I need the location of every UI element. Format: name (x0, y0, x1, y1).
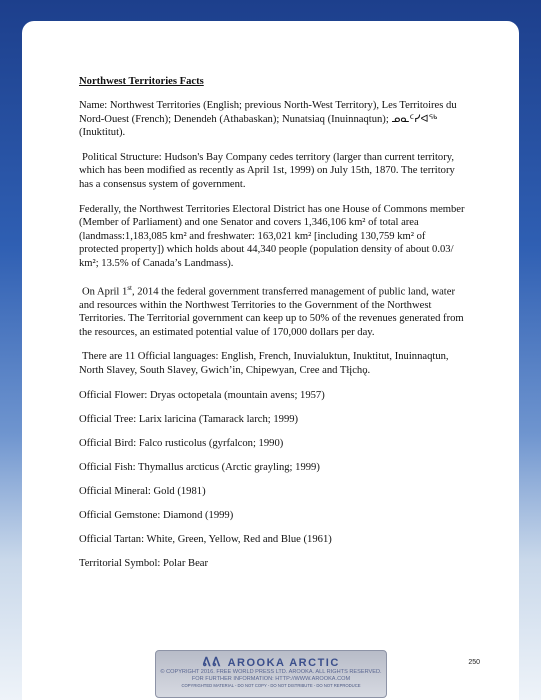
brand-line (156, 655, 386, 669)
document-page (22, 21, 519, 700)
name-paragraph: Name: Northwest Territories (English; previous North-West Territory), Les Territoires du Nord-Ouest (French); Denendeh (Athabaskan); Nunatsiaq (Inuinnaqtun); ᓄᓇᑦᓯᐊᖅ (Inuktitut). (79, 100, 457, 139)
brand-name: AROOKA ARCTIC (227, 657, 340, 669)
info-link[interactable]: FOR FURTHER INFORMATION: HTTP://WWW.AROOKA.COM (191, 675, 351, 682)
official-fish: Official Fish: Thymallus arcticus (Arctic grayling; 1999) (79, 461, 320, 473)
page-number: 250 (468, 659, 480, 666)
official-mineral: Official Mineral: Gold (1981) (79, 486, 206, 497)
official-tree: Official Tree: Larix laricina (Tamarack larch; 1999) (79, 413, 299, 425)
territorial-symbol: Territorial Symbol: Polar Bear (79, 558, 209, 570)
april-text-start: On April 1 (82, 286, 128, 298)
official-gemstone: Official Gemstone: Diamond (1999) (79, 510, 234, 522)
federal-paragraph: Federally, the Northwest Territories Electoral District has one House of Commons member (Member of Parliament) and one Senator and covers 1,346,106 km² of total area (landmass:1,183,085 km² and freshwater: 163,021 km² [including 130,759 km² of protected property]) which holds about 44,340 people (population density of about 0.03/ km²; 13.5% of Canada’s Landmass). (79, 203, 465, 269)
arooka-logo-icon: ᕕᕕ (202, 655, 222, 669)
copyright-notice: COPYRIGHTED MATERIAL - DO NOT COPY - DO NOT DISTRIBUTE - DO NOT REPRODUCE (181, 683, 361, 688)
official-tartan: Official Tartan: White, Green, Yellow, Red and Blue (1961) (79, 534, 332, 546)
april-superscript: st (127, 283, 132, 292)
official-flower: Official Flower: Dryas octopetala (mountain avens; 1957) (79, 389, 325, 401)
official-bird: Official Bird: Falco rusticolus (gyrfalcon; 1990) (79, 437, 284, 449)
april-paragraph (79, 282, 467, 340)
languages-paragraph: There are 11 Official languages: English, French, Inuvialuktun, Inuktitut, Inuinnaqtun, North Slavey, South Slavey, Gwich’in, Chipewyan, Cree and Tłįchǫ. (79, 351, 449, 377)
page-title: Northwest Territories Facts (79, 76, 204, 87)
political-paragraph: Political Structure: Hudson's Bay Company cedes territory (larger than current territory, which has been modified as recently as April 1st, 1999) on July 15th, 1870. The territory has a consensus system of government. (79, 151, 455, 190)
april-text-end: , 2014 the federal government transferred management of public land, water and resources within the Northwest Territories to the Government of the Northwest Territories. The Territorial government can keep up to 50% of the revenues generated from the resources, an estimated potential value of 170,000 dollars per day. (79, 286, 464, 338)
copyright-footer (155, 650, 387, 698)
copyright-text: © COPYRIGHT 2016. FREE WORLD PRESS LTD. AROOKA. ALL RIGHTS RESERVED. (160, 669, 382, 675)
